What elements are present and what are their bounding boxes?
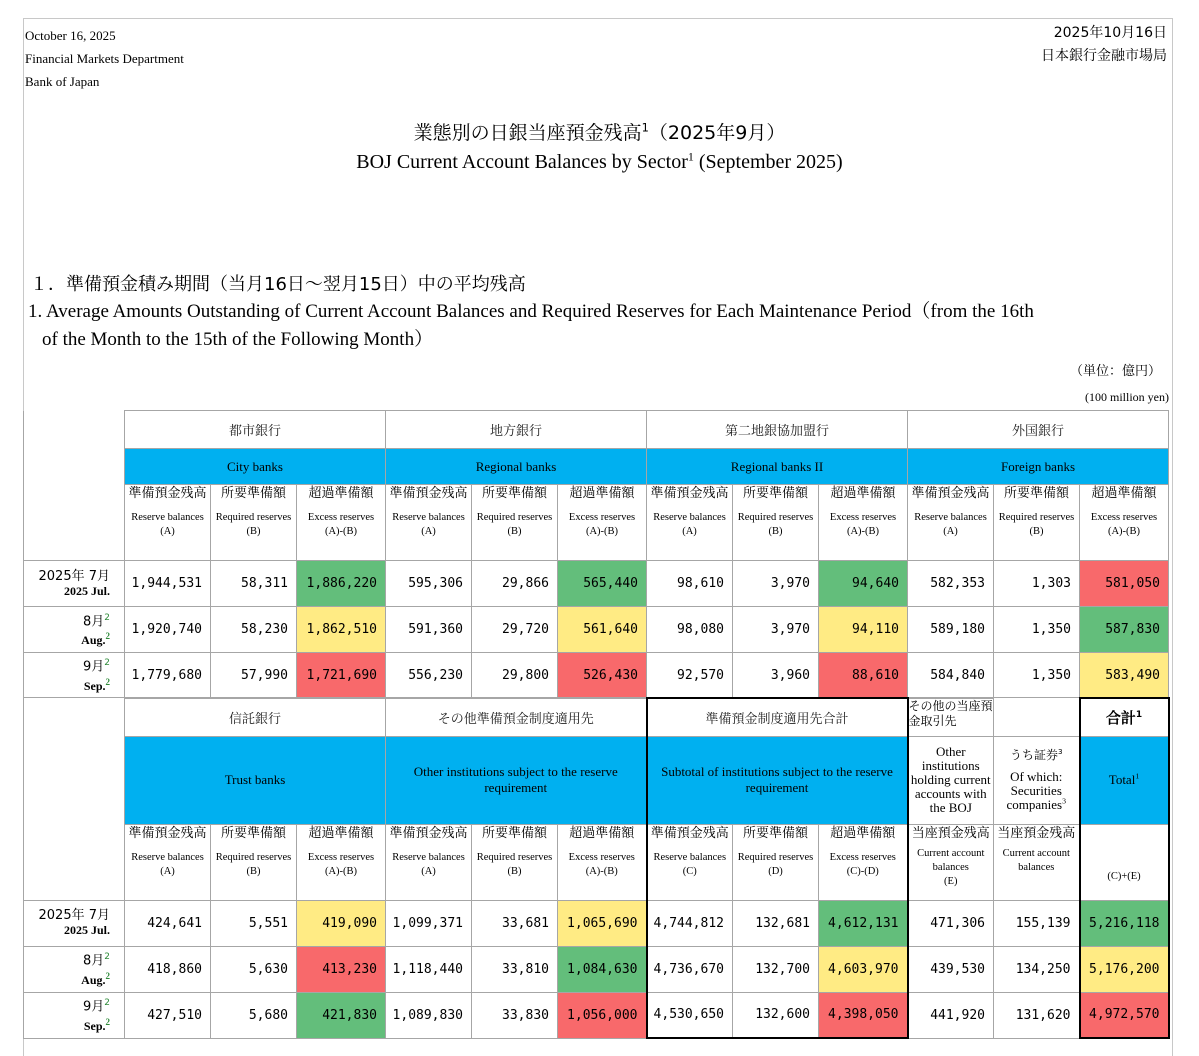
table-cell: 4,603,970	[819, 946, 908, 992]
subheader-row	[24, 485, 1169, 561]
table-cell: 526,430	[558, 653, 647, 698]
column-header: (C)+(E)	[1080, 824, 1169, 900]
column-header: 所要準備額 Required reserves (B)	[472, 485, 558, 561]
table-cell: 57,990	[211, 653, 297, 698]
table-cell: 1,118,440	[386, 946, 472, 992]
group-ja: その他準備預金制度適用先	[386, 698, 647, 736]
group-en: Regional banks	[386, 449, 647, 485]
group-en: Foreign banks	[908, 449, 1169, 485]
table-row	[24, 900, 1169, 946]
unit-ja: （単位：億円）	[1069, 364, 1161, 379]
table-cell: 3,970	[733, 561, 819, 607]
column-header: 所要準備額 Required reserves (B)	[211, 824, 297, 900]
table-cell: 424,641	[125, 900, 211, 946]
column-header: 超過準備額 Excess reserves (C)-(D)	[819, 824, 908, 900]
table-cell: 94,640	[819, 561, 908, 607]
column-header: 準備預金残高 Reserve balances (A)	[647, 485, 733, 561]
title-en: BOJ Current Account Balances by Sector$^1$ (September 2025)	[356, 149, 843, 173]
table-cell: 4,972,570	[1080, 992, 1169, 1038]
group-en: Trust banks	[125, 736, 386, 824]
table-others	[23, 697, 1170, 1039]
table-cell: 1,303	[994, 561, 1080, 607]
table-cell: 3,970	[733, 607, 819, 653]
date-en: October 16, 2025	[25, 28, 116, 43]
table-cell: 132,700	[733, 946, 819, 992]
table-cell: 1,350	[994, 653, 1080, 698]
table-cell: 439,530	[908, 946, 994, 992]
group-ja: 外国銀行	[908, 411, 1169, 449]
column-header: 所要準備額 Required reserves (D)	[733, 824, 819, 900]
row-label: 8月$^2$ Aug.$^2$	[24, 946, 125, 992]
header-right	[1041, 22, 1167, 68]
table-cell: 29,720	[472, 607, 558, 653]
table-cell: 1,089,830	[386, 992, 472, 1038]
group-ja: 準備預金制度適用先合計	[647, 698, 908, 736]
group-en: City banks	[125, 449, 386, 485]
table-cell: 595,306	[386, 561, 472, 607]
table-cell: 582,353	[908, 561, 994, 607]
header-left	[25, 24, 184, 93]
column-header: 所要準備額 Required reserves (B)	[994, 485, 1080, 561]
table-cell: 1,862,510	[297, 607, 386, 653]
column-header: 超過準備額 Excess reserves (A)-(B)	[819, 485, 908, 561]
table-cell: 565,440	[558, 561, 647, 607]
row-label: 2025年 7月 2025 Jul.	[24, 900, 125, 946]
table-cell: 583,490	[1080, 653, 1169, 698]
column-header: 当座預金残高 Current account balances	[994, 824, 1080, 900]
table-cell: 1,065,690	[558, 900, 647, 946]
other-ja: その他の当座預金取引先	[908, 698, 994, 736]
column-header: 所要準備額 Required reserves (B)	[211, 485, 297, 561]
table-row	[24, 992, 1169, 1038]
group-ja: 都市銀行	[125, 411, 386, 449]
column-header: 超過準備額 Excess reserves (A)-(B)	[558, 824, 647, 900]
title-ja: 業態別の日銀当座預金残高$^1$（2025年9月）	[413, 120, 786, 144]
table-cell: 4,744,812	[647, 900, 733, 946]
table-cell: 561,640	[558, 607, 647, 653]
table-cell: 134,250	[994, 946, 1080, 992]
table-cell: 5,176,200	[1080, 946, 1169, 992]
row-label: 9月$^2$ Sep.$^2$	[24, 992, 125, 1038]
table-cell: 58,230	[211, 607, 297, 653]
table-cell: 1,920,740	[125, 607, 211, 653]
table-banks	[23, 410, 1169, 698]
table-cell: 421,830	[297, 992, 386, 1038]
unit-en: (100 million yen)	[1085, 390, 1169, 404]
table-cell: 581,050	[1080, 561, 1169, 607]
total-ja: 合計$^1$	[1080, 698, 1169, 736]
table-cell: 4,398,050	[819, 992, 908, 1038]
group-en: Other institutions subject to the reserve requirement	[386, 736, 647, 824]
column-header: 当座預金残高 Current account balances (E)	[908, 824, 994, 900]
table-cell: 591,360	[386, 607, 472, 653]
table-cell: 418,860	[125, 946, 211, 992]
column-header: 準備預金残高 Reserve balances (A)	[386, 485, 472, 561]
table-cell: 587,830	[1080, 607, 1169, 653]
table-cell: 441,920	[908, 992, 994, 1038]
table-cell: 419,090	[297, 900, 386, 946]
table-row	[24, 561, 1169, 607]
column-header: 準備預金残高 Reserve balances (A)	[125, 824, 211, 900]
table-cell: 94,110	[819, 607, 908, 653]
table-cell: 1,350	[994, 607, 1080, 653]
bank-en: Bank of Japan	[25, 74, 100, 89]
table-row	[24, 607, 1169, 653]
column-header: 準備預金残高 Reserve balances (A)	[125, 485, 211, 561]
securities-cell: うち証券$^3$ Of which: Securities companies$^3$	[994, 736, 1080, 824]
column-header: 準備預金残高 Reserve balances (A)	[908, 485, 994, 561]
row-label: 2025年 7月 2025 Jul.	[24, 561, 125, 607]
column-header: 超過準備額 Excess reserves (A)-(B)	[297, 485, 386, 561]
table-cell: 132,681	[733, 900, 819, 946]
table-cell: 155,139	[994, 900, 1080, 946]
table-cell: 5,680	[211, 992, 297, 1038]
column-header: 所要準備額 Required reserves (B)	[733, 485, 819, 561]
table-cell: 427,510	[125, 992, 211, 1038]
column-header: 準備預金残高 Reserve balances (C)	[647, 824, 733, 900]
table-cell: 4,530,650	[647, 992, 733, 1038]
table-cell: 1,886,220	[297, 561, 386, 607]
column-header: 超過準備額 Excess reserves (A)-(B)	[297, 824, 386, 900]
table-cell: 131,620	[994, 992, 1080, 1038]
row-label: 9月$^2$ Sep.$^2$	[24, 653, 125, 698]
column-header: 準備預金残高 Reserve balances (A)	[386, 824, 472, 900]
table-cell: 33,830	[472, 992, 558, 1038]
section-title-en: 1. Average Amounts Outstanding of Current Account Balances and Required Reserves for Each Maintenance Period（from the 16th of the Month to the 15th of the Following Month）	[28, 301, 1034, 350]
table-cell: 5,630	[211, 946, 297, 992]
dept-ja: 日本銀行金融市場局	[1041, 48, 1167, 64]
table-cell: 33,681	[472, 900, 558, 946]
table-cell: 1,779,680	[125, 653, 211, 698]
table-cell: 413,230	[297, 946, 386, 992]
table-cell: 1,099,371	[386, 900, 472, 946]
group-ja: 第二地銀協加盟行	[647, 411, 908, 449]
group-en: Regional banks II	[647, 449, 908, 485]
table-cell: 5,551	[211, 900, 297, 946]
table-cell: 29,866	[472, 561, 558, 607]
table-cell: 1,721,690	[297, 653, 386, 698]
table-cell: 29,800	[472, 653, 558, 698]
date-ja: 2025年10月16日	[1053, 25, 1167, 41]
table-cell: 33,810	[472, 946, 558, 992]
table-cell: 1,056,000	[558, 992, 647, 1038]
table-cell: 584,840	[908, 653, 994, 698]
table-cell: 5,216,118	[1080, 900, 1169, 946]
subheader-row	[24, 824, 1169, 900]
table-cell: 4,736,670	[647, 946, 733, 992]
group-ja: 地方銀行	[386, 411, 647, 449]
table-cell: 4,612,131	[819, 900, 908, 946]
corner-cell	[24, 411, 125, 561]
corner-cell	[24, 698, 125, 900]
table-cell: 471,306	[908, 900, 994, 946]
column-header: 超過準備額 Excess reserves (A)-(B)	[1080, 485, 1169, 561]
section-title-ja: １．準備預金積み期間（当月16日～翌月15日）中の平均残高	[30, 274, 526, 295]
other-en: Other institutions holding current accounts with the BOJ	[908, 736, 994, 824]
table-cell: 92,570	[647, 653, 733, 698]
table-row	[24, 653, 1169, 698]
column-header: 超過準備額 Excess reserves (A)-(B)	[558, 485, 647, 561]
dept-en: Financial Markets Department	[25, 51, 184, 66]
table-cell: 98,080	[647, 607, 733, 653]
table-cell: 132,600	[733, 992, 819, 1038]
row-label: 8月$^2$ Aug.$^2$	[24, 607, 125, 653]
group-en: Subtotal of institutions subject to the reserve requirement	[647, 736, 908, 824]
table-row	[24, 946, 1169, 992]
total-en: Total$^1$	[1080, 736, 1169, 824]
table-cell: 88,610	[819, 653, 908, 698]
table-cell: 1,084,630	[558, 946, 647, 992]
table-cell: 556,230	[386, 653, 472, 698]
table-cell: 58,311	[211, 561, 297, 607]
table-cell: 1,944,531	[125, 561, 211, 607]
table-cell: 589,180	[908, 607, 994, 653]
table-cell: 98,610	[647, 561, 733, 607]
group-ja: 信託銀行	[125, 698, 386, 736]
column-header: 所要準備額 Required reserves (B)	[472, 824, 558, 900]
table-cell: 3,960	[733, 653, 819, 698]
